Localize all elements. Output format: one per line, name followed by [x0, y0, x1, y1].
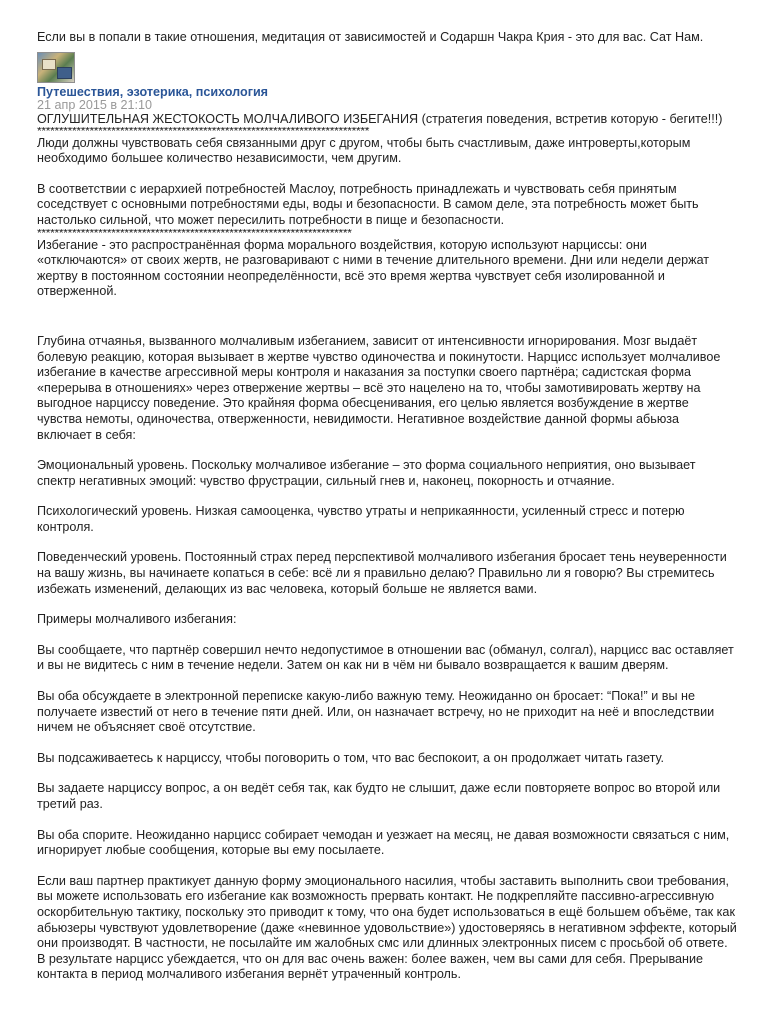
- paragraph-2: В соответствии с иерархией потребностей Маслоу, потребность принадлежать и чувствовать себя принятым соседствует с основными потребностями еды, воды и безопасности. В самом деле, эта потребность может быть настолько сильной, что может пересилить потребности в пище и безопасности.: [37, 181, 699, 227]
- paragraph-11: Вы подсаживаетесь к нарциссу, чтобы поговорить о том, что вас беспокоит, а он продолжает читать газету.: [37, 750, 665, 765]
- category-thumbnail-image[interactable]: [37, 52, 75, 83]
- paragraph-1: Люди должны чувствовать себя связанными друг с другом, чтобы быть счастливым, даже интроверты,которым необходимо большее количество независимости, чем другим.: [37, 135, 691, 166]
- separator-stars-bottom: ************************************************************************: [37, 228, 352, 238]
- intro-text: Если вы в попали в такие отношения, медитация от зависимостей и Содаршн Чакра Крия - это для вас. Сат Нам.: [37, 30, 704, 44]
- paragraph-8: Примеры молчаливого избегания:: [37, 612, 237, 627]
- paragraph-6: Психологический уровень. Низкая самооценка, чувство утраты и неприкаянности, усиленный стресс и потерю контроля.: [37, 504, 685, 534]
- paragraph-12: Вы задаете нарциссу вопрос, а он ведёт себя так, как будто не слышит, даже если повторяете вопрос во второй или третий раз.: [37, 781, 721, 811]
- paragraph-13: Вы оба спорите. Неожиданно нарцисс собирает чемодан и уезжает на месяц, не давая возможности связаться с ним, игнорирует любые сообщения, которые вы ему посылаете.: [37, 827, 730, 858]
- paragraph-5: Эмоциональный уровень. Поскольку молчаливое избегание – это форма социального неприятия, оно вызывает спектр негативных эмоций: чувство фрустрации, сильный гнев и, наконец, покорность и отчаяние.: [37, 458, 696, 488]
- paragraph-14: Если ваш партнер практикует данную форму эмоционального насилия, чтобы заставить выполнить свои требования, вы можете использовать его избегание как возможность прервать контакт. Не подкрепляйте пассивно-агрессивную оскорбительную тактику, поскольку это приводит к тому, что она будет использоваться в ещё большем объёме, так как абьюзеры чувствуют удовлетворение (даже «невинное удовольствие») удостоверяясь в негативном эффекте, который они производят. В частности, не посылайте им жалобных смс или длинных электронных писем с просьбой об ответе. В результате нарцисс убеждается, что он для вас очень важен: более важен, чем вы сами для себя. Прерывание контакта в период молчаливого избегания вернёт утраченный контроль.: [37, 873, 737, 982]
- paragraph-9: Вы сообщаете, что партнёр совершил нечто недопустимое в отношении вас (обманул, солгал), нарцисс вас оставляет и вы не видитесь с ним в течение недели. Затем он как ни в чём ни бывало возвращается к вашим дверям.: [37, 642, 734, 673]
- document-page: [37, 30, 737, 983]
- paragraph-4: Глубина отчаянья, вызванного молчаливым избеганием, зависит от интенсивности игнорирования. Мозг выдаёт болевую реакцию, которая вызывает в жертве чувство одиночества и покинутости. Нарцисс использует молчаливое избегание в качестве агрессивной меры контроля и наказания за поступки своего партнёра; садистская форма «перерыва в отношениях» через отвержение жертвы – всё это нацелено на то, чтобы замотивировать жертву на выгодное нарциссу поведение. Это крайняя форма обесценивания, его целью является возбуждение в жертве чувства немоты, одиночества, отверженности, невидимости. Негативное воздействие данной формы абьюза включает в себя:: [37, 333, 721, 442]
- paragraph-7: Поведенческий уровень. Постоянный страх перед перспективой молчаливого избегания бросает тень неуверенности на вашу жизнь, вы начинаете копаться в себе: всё ли я правильно делаю? Правильно ли я говорю? Вы стремитесь избежать изменений, делающих из вас человека, который больше не является вами.: [37, 550, 727, 596]
- paragraph-10: Вы оба обсуждаете в электронной переписке какую-либо важную тему. Неожиданно он бросает: “Пока!” и вы не получаете известий от него в течение пяти дней. Или, он назначает встречу, но не приходит на неё и впоследствии ничем не объясняет своё отсутствие.: [37, 689, 715, 735]
- paragraph-3: Избегание - это распространённая форма морального воздействия, которую используют нарциссы: они «отключаются» от своих жертв, не разговаривают с ними в течение длительного времени. Дни или недели держат жертву в постоянном состоянии неопределённости, всё это время жертва чувствует себя изолированной и отверженной.: [37, 237, 710, 299]
- post-title: ОГЛУШИТЕЛЬНАЯ ЖЕСТОКОСТЬ МОЛЧАЛИВОГО ИЗБЕГАНИЯ (стратегия поведения, встретив которую - бегите!!!): [37, 111, 723, 126]
- post-date: 21 апр 2015 в 21:10: [37, 97, 153, 112]
- category-link[interactable]: Путешествия, эзотерика, психология: [37, 84, 269, 99]
- separator-stars-top: ****************************************************************************: [37, 126, 370, 136]
